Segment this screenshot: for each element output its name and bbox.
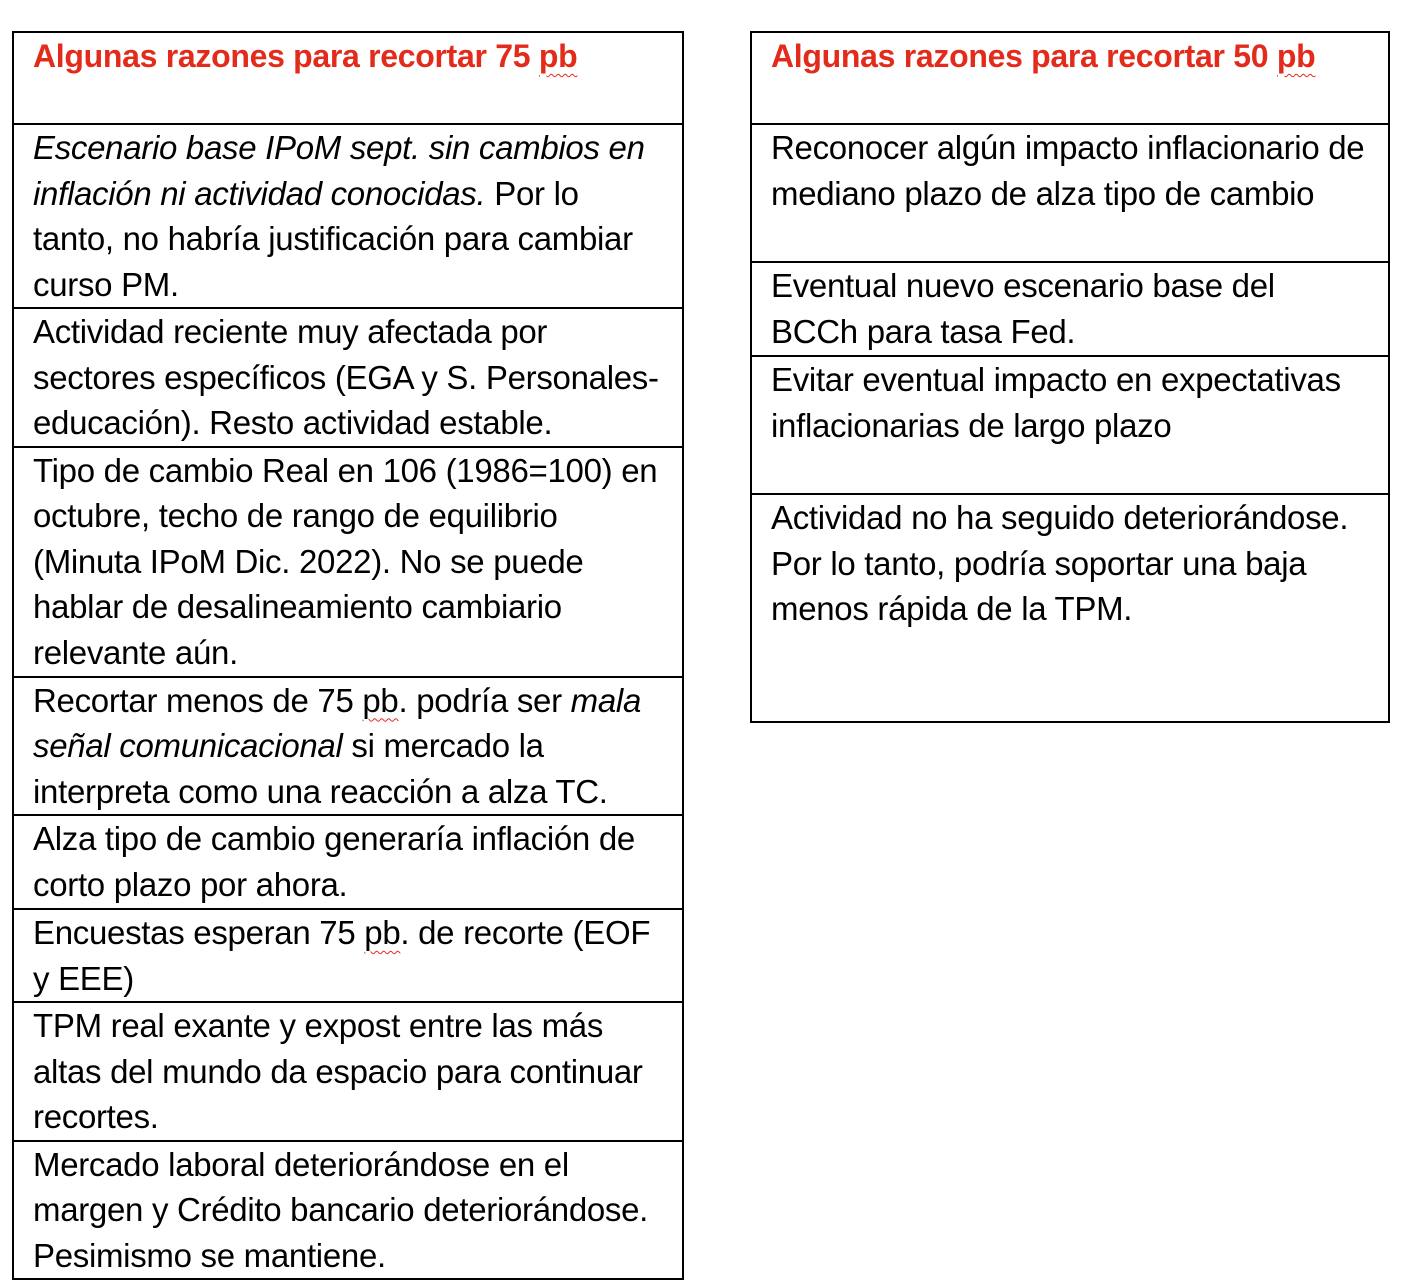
reason-text: Por lo tanto, no habría justificación para cambiar curso PM. — [33, 174, 633, 303]
table-header-row — [13, 32, 683, 124]
table-row — [13, 124, 683, 308]
heading-unit: pb — [1276, 38, 1316, 74]
heading-unit: pb — [538, 38, 578, 74]
reason-text: TPM real exante y expost entre las más altas del mundo da espacio para continuar recortes. — [33, 1007, 643, 1135]
reason-cell — [751, 262, 1389, 356]
table-row — [13, 909, 683, 1002]
table-row — [13, 447, 683, 677]
reason-text: Reconocer algún impacto inflacionario de mediano plazo de alza tipo de cambio — [771, 129, 1365, 212]
table-row — [13, 1002, 683, 1141]
reason-italic-text: mala señal comunicacional — [33, 681, 641, 764]
table-row — [751, 494, 1389, 722]
table-heading — [13, 32, 683, 124]
reason-text: Actividad no ha seguido deteriorándose. Por lo tanto, podría soportar una baja menos rápida de la TPM. — [771, 499, 1349, 627]
reason-cell — [13, 308, 683, 447]
table-heading — [751, 32, 1389, 124]
reason-unit: pb — [364, 914, 401, 951]
table-row — [13, 1141, 683, 1280]
heading-text: Algunas razones para recortar 75 — [33, 38, 539, 74]
table-row — [751, 124, 1389, 262]
reason-cell — [13, 815, 683, 909]
heading-text: Algunas razones para recortar 50 — [771, 38, 1277, 74]
reason-text: Eventual nuevo escenario base del BCCh para tasa Fed. — [771, 267, 1275, 350]
reason-text: Recortar menos de 75 — [33, 681, 363, 719]
table-row — [751, 356, 1389, 494]
table-row — [13, 677, 683, 816]
reasons-75bp-table — [12, 31, 684, 1280]
reason-text: Evitar eventual impacto en expectativas inflacionarias de largo plazo — [771, 361, 1341, 444]
reason-cell — [751, 124, 1389, 262]
reason-cell — [13, 677, 683, 816]
reason-text: si mercado la interpreta como una reacción a alza TC. — [33, 727, 608, 810]
reason-text: Actividad reciente muy afectada por sectores específicos (EGA y S. Personales-educación). Resto actividad estable. — [33, 313, 659, 441]
reason-cell — [13, 1141, 683, 1280]
reason-text: Alza tipo de cambio generaría inflación de corto plazo por ahora. — [33, 820, 635, 903]
reason-italic-text: Escenario base IPoM sept. sin cambios en inflación ni actividad conocidas. — [33, 129, 645, 212]
reason-text: Mercado laboral deteriorándose en el margen y Crédito bancario deteriorándose. Pesimismo se mantiene. — [33, 1145, 649, 1274]
reason-text: . podría ser — [398, 681, 571, 719]
reasons-50bp-table — [750, 31, 1390, 723]
reason-cell — [751, 356, 1389, 494]
reason-unit: pb — [362, 681, 399, 719]
reason-text: . de recorte (EOF y EEE) — [33, 914, 651, 997]
reason-text: Encuestas esperan 75 — [33, 914, 365, 951]
reason-cell — [13, 1002, 683, 1141]
table-row — [751, 262, 1389, 356]
table-header-row — [751, 32, 1389, 124]
reason-cell — [13, 447, 683, 677]
table-row — [13, 308, 683, 447]
table-row — [13, 815, 683, 909]
reason-text: Tipo de cambio Real en 106 (1986=100) en octubre, techo de rango de equilibrio (Minuta IPoM Dic. 2022). No se puede hablar de desalineamiento cambiario relevante aún. — [33, 451, 658, 671]
reason-cell — [751, 494, 1389, 722]
reason-cell — [13, 909, 683, 1002]
reason-cell — [13, 124, 683, 308]
